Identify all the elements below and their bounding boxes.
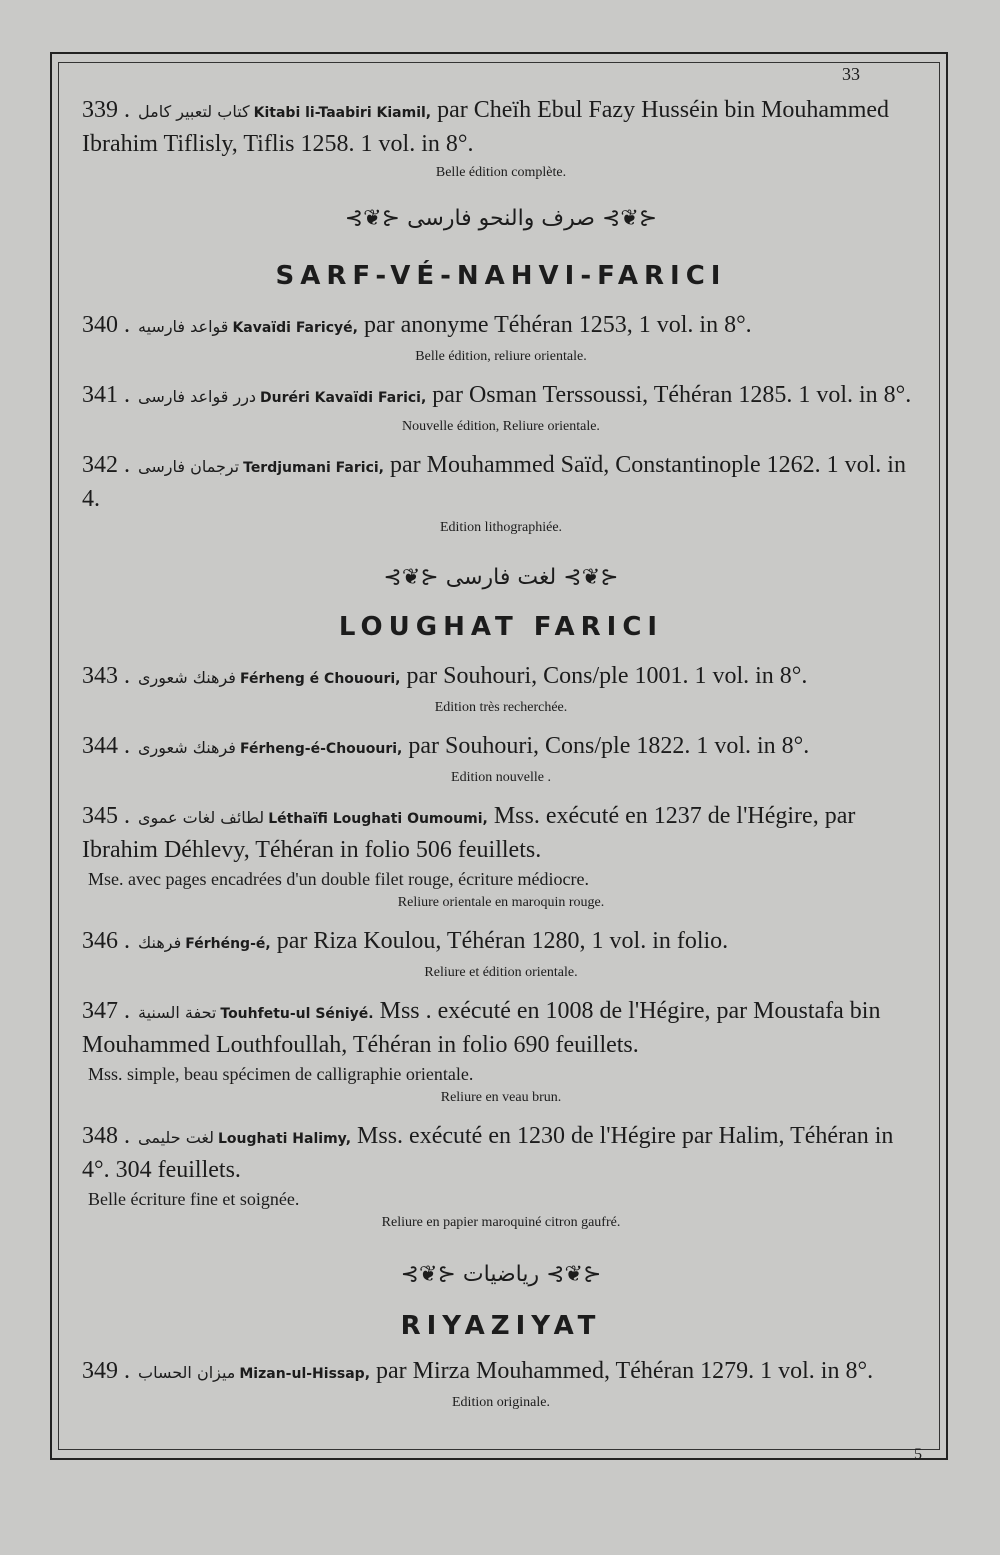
flourish-right-icon: ⊰❦⊱ <box>563 565 619 590</box>
entry-number: 343 . <box>82 663 130 689</box>
entry-line <box>82 450 920 515</box>
entry-details: par Cheïh Ebul Fazy Husséin bin Mouhammed Ibrahim Tiflisly, Tiflis 1258. 1 vol. in 8°. <box>82 97 890 157</box>
catalog-entry <box>82 661 920 717</box>
entry-number: 341 . <box>82 382 130 408</box>
entry-number: 346 . <box>82 928 130 954</box>
entry-edition-note: Edition très recherchée. <box>434 700 568 715</box>
entry-arabic-title: فرهنك <box>138 933 182 952</box>
entry-details: par Mouhammed Saïd, Constantinople 1262. 1 vol. in 4. <box>82 452 906 512</box>
entry-title: Mizan-ul-Hissap, <box>239 1366 371 1382</box>
signature-mark: 5 <box>914 1446 922 1463</box>
entry-edition-note: Belle édition complète. <box>435 165 567 180</box>
entry-title: Terdjumani Farici, <box>243 460 384 476</box>
flourish-left-icon: ⊰❦⊱ <box>344 206 401 231</box>
entry-number: 348 . <box>82 1123 130 1149</box>
section-arabic-title: ریاضیات <box>462 1262 540 1287</box>
entry-number: 342 . <box>82 452 130 478</box>
entry-title: Kitabi li-Taabiri Kiamil, <box>253 105 432 121</box>
section-arabic-title: صرف والنحو فارسی <box>407 206 595 231</box>
section-arabic-title: لغت فارسی <box>445 565 557 590</box>
entry-group <box>82 661 920 1232</box>
entry-arabic-title: میزان الحساب <box>138 1363 236 1382</box>
entry-line <box>82 310 920 344</box>
entry-title: Férhéng-é, <box>185 936 271 952</box>
entry-arabic-title: كتاب لتعبير كامل <box>138 102 250 121</box>
entry-line <box>82 95 920 160</box>
entry-line <box>82 801 920 866</box>
entry-title: Férheng-é-Chououri, <box>239 741 403 757</box>
entry-edition-note: Edition lithographiée. <box>439 520 563 535</box>
entry-group <box>82 310 920 537</box>
entry-arabic-title: فرهنك شعوری <box>138 668 236 687</box>
entry-line <box>82 661 920 695</box>
entry-details: par Mirza Mouhammed, Téhéran 1279. 1 vol. in 8°. <box>376 1358 874 1384</box>
entry-manuscript-note: Belle écriture fine et soignée. <box>88 1189 300 1209</box>
entry-line <box>82 926 920 960</box>
entry-number: 340 . <box>82 312 130 338</box>
catalog-entry <box>82 95 920 182</box>
catalog-entry <box>82 801 920 912</box>
entry-details: Mss. exécuté en 1237 de l'Hégire, par Ibrahim Déhlevy, Téhéran in folio 506 feuillets. <box>82 803 856 863</box>
section-ornament <box>82 561 920 595</box>
entry-number: 345 . <box>82 803 130 829</box>
entry-edition-note: Reliure et édition orientale. <box>424 965 578 980</box>
entry-line <box>82 996 920 1061</box>
catalog-entry <box>82 310 920 366</box>
entry-manuscript-note: Mss. simple, beau spécimen de calligraphie orientale. <box>88 1064 474 1084</box>
flourish-right-icon: ⊰❦⊱ <box>601 206 658 231</box>
entry-number: 339 . <box>82 97 130 123</box>
flourish-left-icon: ⊰❦⊱ <box>383 565 439 590</box>
entry-details: par Souhouri, Cons/ple 1822. 1 vol. in 8°. <box>408 733 810 759</box>
entry-title: Touhfetu-ul Séniyé. <box>220 1006 374 1022</box>
catalog-entry <box>82 1356 920 1412</box>
entry-details: par Osman Terssoussi, Téhéran 1285. 1 vol. in 8°. <box>432 382 912 408</box>
entry-line <box>82 1121 920 1186</box>
entry-edition-note: Nouvelle édition, Reliure orientale. <box>402 419 600 434</box>
flourish-right-icon: ⊰❦⊱ <box>546 1262 602 1287</box>
entry-line <box>82 731 920 765</box>
entry-edition-note: Belle édition, reliure orientale. <box>415 349 587 364</box>
entry-number: 347 . <box>82 998 130 1024</box>
entry-edition-note: Reliure orientale en maroquin rouge. <box>397 895 605 910</box>
entry-title: Kavaïdi Faricyé, <box>232 320 358 336</box>
entry-edition-note: Reliure en papier maroquiné citron gaufré. <box>381 1215 621 1230</box>
entry-details: par Riza Koulou, Téhéran 1280, 1 vol. in folio. <box>276 928 729 954</box>
entry-manuscript-note: Mse. avec pages encadrées d'un double filet rouge, écriture médiocre. <box>88 869 590 889</box>
entry-line <box>82 380 920 414</box>
entry-arabic-title: قواعد فارسیه <box>138 317 229 336</box>
catalog-entry <box>82 380 920 436</box>
entry-line <box>82 1356 920 1390</box>
entry-title: Léthaïfi Loughati Oumoumi, <box>268 811 488 827</box>
entry-edition-note: Edition originale. <box>452 1395 550 1410</box>
section-ornament <box>82 202 920 236</box>
entry-title: Férheng é Chououri, <box>239 671 401 687</box>
entry-details: Mss . exécuté en 1008 de l'Hégire, par Moustafa bin Mouhammed Louthfoullah, Téhéran in folio 690 feuillets. <box>82 998 881 1058</box>
entry-arabic-title: فرهنك شعوری <box>138 738 236 757</box>
section-title: SARF-VÉ-NAHVI-FARICI <box>275 261 727 291</box>
entry-number: 349 . <box>82 1358 130 1384</box>
entry-details: par anonyme Téhéran 1253, 1 vol. in 8°. <box>363 312 752 338</box>
entry-details: Mss. exécuté en 1230 de l'Hégire par Halim, Téhéran in 4°. 304 feuillets. <box>82 1123 894 1183</box>
catalog-entry <box>82 1121 920 1232</box>
entry-group <box>82 95 920 182</box>
entry-arabic-title: درر قواعد فارسی <box>138 387 257 406</box>
entry-title: Duréri Kavaïdi Farici, <box>260 390 427 406</box>
catalog-content <box>82 95 920 1412</box>
catalog-entry <box>82 450 920 537</box>
entry-title: Loughati Halimy, <box>218 1131 352 1147</box>
entry-arabic-title: ترجمان فارسی <box>138 457 240 476</box>
section-ornament <box>82 1258 920 1292</box>
entry-number: 344 . <box>82 733 130 759</box>
catalog-entry <box>82 926 920 982</box>
section-title: RIYAZIYAT <box>400 1311 602 1341</box>
entry-arabic-title: لغت حلیمی <box>138 1128 214 1147</box>
entry-arabic-title: لطائف لغات عموی <box>138 808 265 827</box>
entry-details: par Souhouri, Cons/ple 1001. 1 vol. in 8°. <box>406 663 808 689</box>
section-title: LOUGHAT FARICI <box>338 612 664 642</box>
entry-edition-note: Reliure en veau brun. <box>440 1090 562 1105</box>
entry-edition-note: Edition nouvelle . <box>451 770 551 785</box>
catalog-entry <box>82 996 920 1107</box>
page-number: 33 <box>842 64 860 84</box>
flourish-left-icon: ⊰❦⊱ <box>400 1262 456 1287</box>
entry-group <box>82 1356 920 1412</box>
entry-arabic-title: تحفة السنية <box>138 1003 217 1022</box>
catalog-entry <box>82 731 920 787</box>
